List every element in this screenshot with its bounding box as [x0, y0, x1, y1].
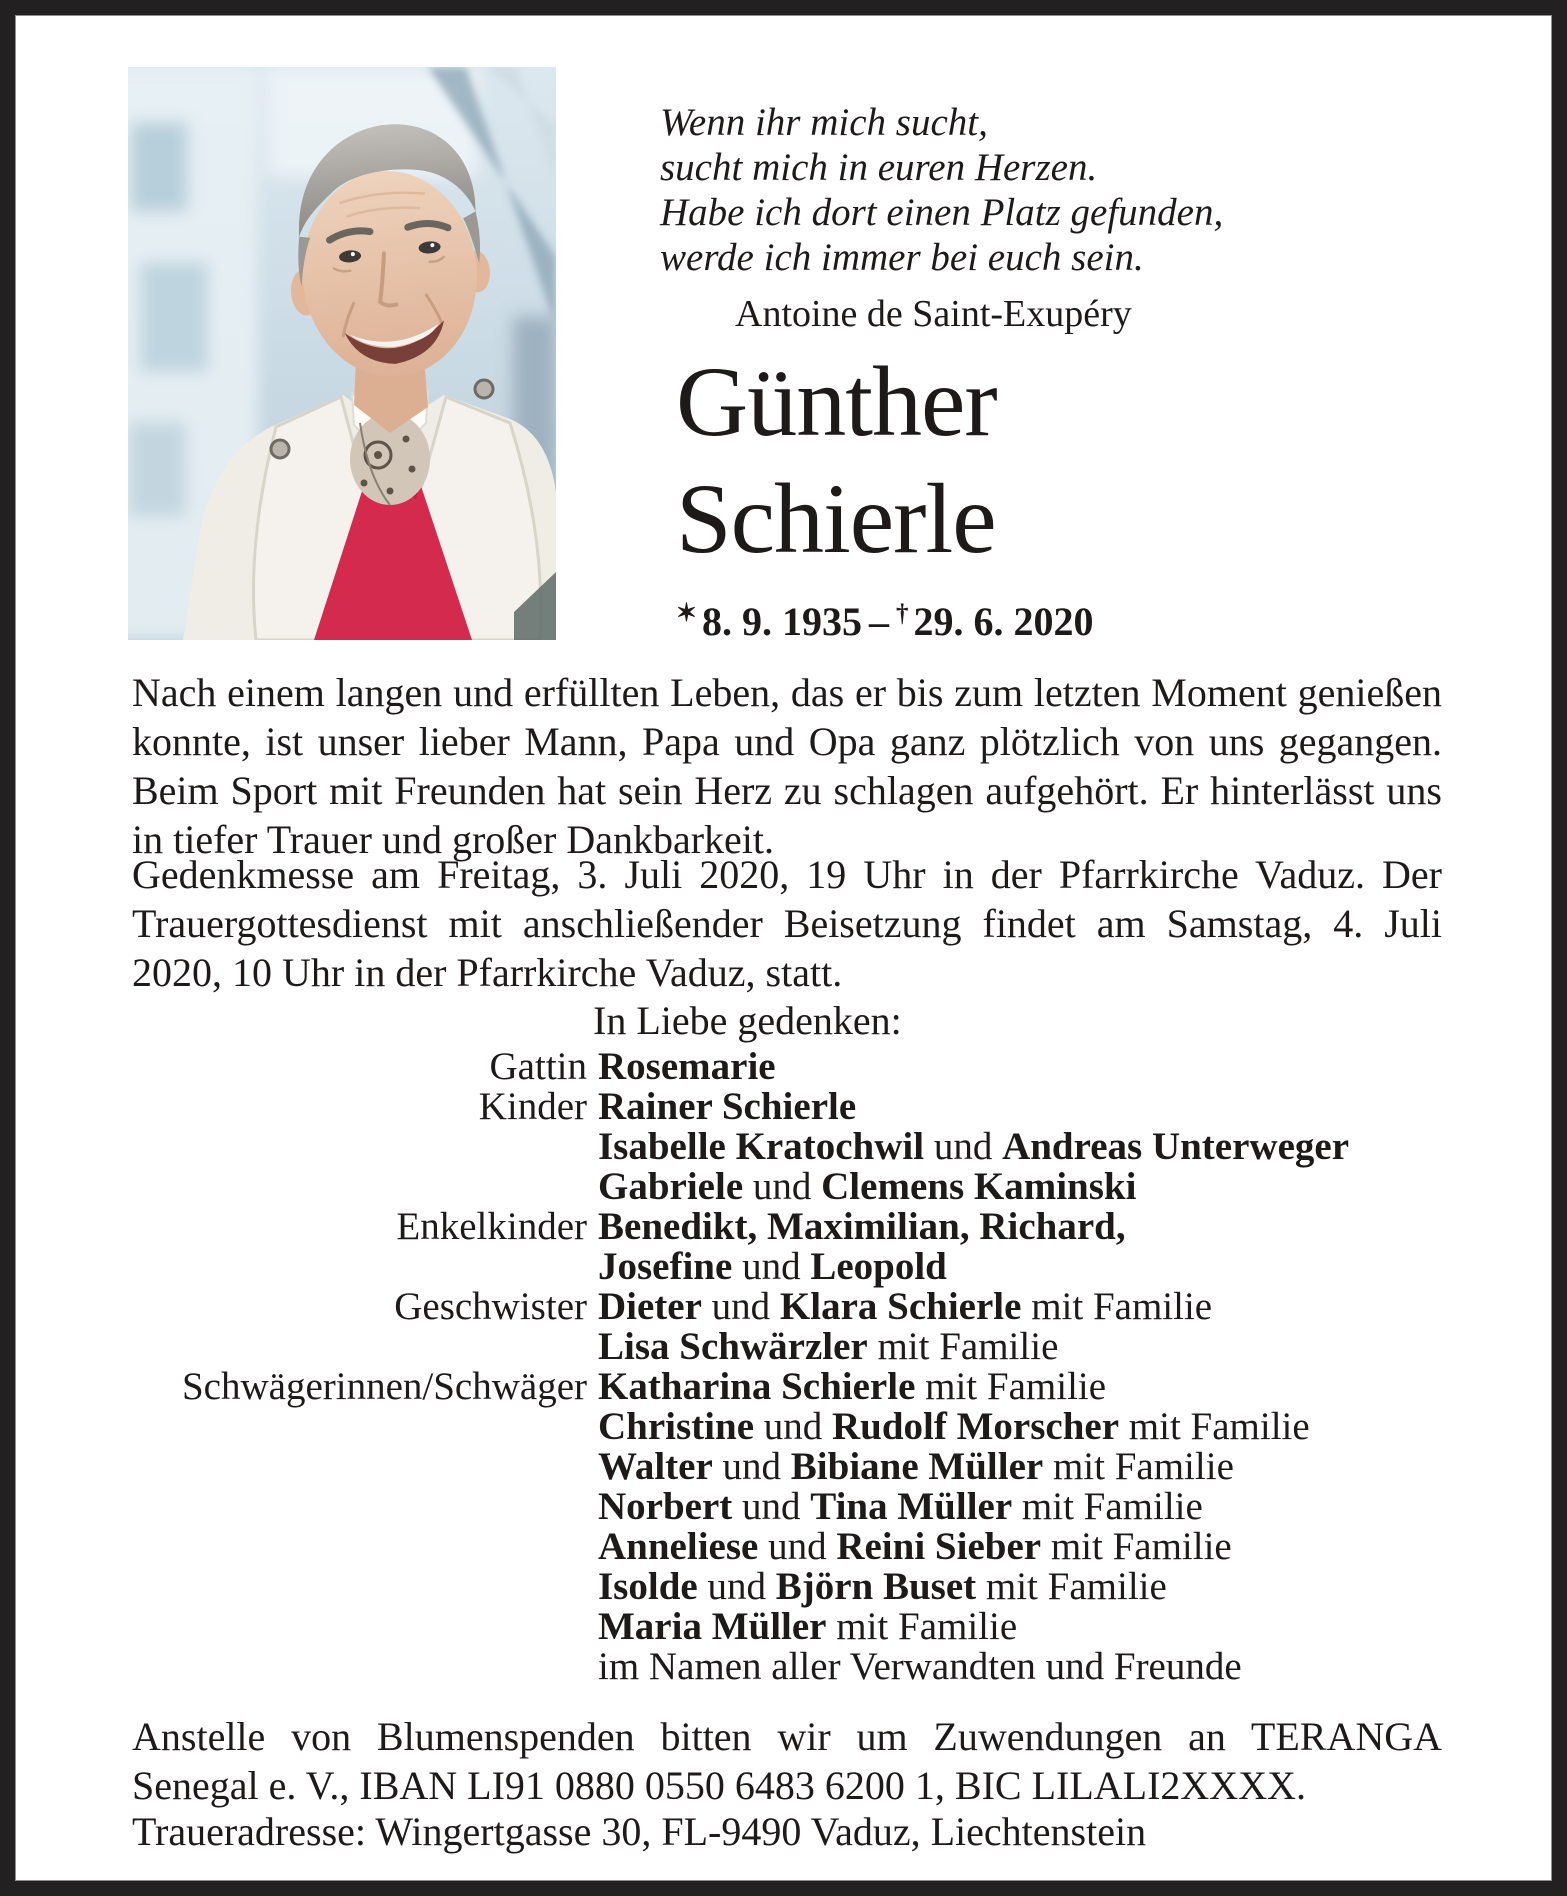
relative-names: Rainer Schierle	[598, 1085, 857, 1128]
relative-names: Josefine und Leopold	[598, 1245, 947, 1288]
relative-names: Isolde und Björn Buset mit Familie	[598, 1565, 1167, 1608]
relation-label	[132, 1327, 587, 1367]
relative-names: Gabriele und Clemens Kaminski	[598, 1165, 1137, 1208]
relative-names: Walter und Bibiane Müller mit Familie	[598, 1445, 1234, 1488]
relative-names: im Namen aller Verwandten und Freunde	[598, 1645, 1242, 1688]
memorial-quote	[660, 100, 1250, 337]
relative-names: Benedikt, Maximilian, Richard,	[598, 1205, 1126, 1248]
deceased-first-name: Günther	[676, 346, 997, 457]
family-list-row	[132, 1167, 1349, 1207]
relation-label: Kinder	[478, 1085, 587, 1128]
family-list-row	[132, 1647, 1349, 1687]
relation-label	[132, 1527, 587, 1567]
relation-label	[132, 1247, 587, 1287]
relation-label	[132, 1567, 587, 1607]
life-dates	[676, 598, 1093, 645]
family-list-row	[132, 1407, 1349, 1447]
birth-star-icon: ✶	[676, 600, 697, 627]
quote-attribution: Antoine de Saint-Exupéry	[735, 293, 1132, 335]
relation-label	[132, 1447, 587, 1487]
family-list-row	[132, 1207, 1349, 1247]
quote-line: Wenn ihr mich sucht,	[660, 101, 988, 144]
relation-label: Geschwister	[394, 1285, 587, 1328]
family-list-row	[132, 1287, 1349, 1327]
family-list-row	[132, 1247, 1349, 1287]
relative-names: Norbert und Tina Müller mit Familie	[598, 1485, 1203, 1528]
family-list-row	[132, 1447, 1349, 1487]
relation-label	[132, 1167, 587, 1207]
dates-separator: –	[868, 599, 889, 644]
relative-names: Dieter und Klara Schierle mit Familie	[598, 1285, 1213, 1328]
family-list	[132, 1047, 1349, 1687]
relative-names: Lisa Schwärzler mit Familie	[598, 1325, 1059, 1368]
relative-names: Rosemarie	[598, 1045, 776, 1088]
family-list-row	[132, 1047, 1349, 1087]
deceased-name	[676, 343, 997, 577]
service-details-paragraph: Gedenkmesse am Freitag, 3. Juli 2020, 19 Uhr in der Pfarrkirche Vaduz. Der Trauergottesdienst mit anschließender Beisetzung findet am Samstag, 4. Juli 2020, 10 Uhr in der Pfarrkirche Vaduz, statt.	[132, 852, 1442, 995]
family-list-row	[132, 1367, 1349, 1407]
quote-line: sucht mich in euren Herzen.	[660, 146, 1098, 189]
relation-label	[132, 1487, 587, 1527]
relation-label	[132, 1127, 587, 1167]
relation-label: Schwägerinnen/Schwäger	[181, 1365, 587, 1408]
family-list-row	[132, 1087, 1349, 1127]
remembrance-heading: In Liebe gedenken:	[593, 998, 902, 1043]
relation-label	[132, 1607, 587, 1647]
family-list-row	[132, 1567, 1349, 1607]
relation-label	[132, 1647, 587, 1687]
relation-label: Enkelkinder	[396, 1205, 587, 1248]
quote-line: werde ich immer bei euch sein.	[660, 236, 1144, 279]
family-list-row	[132, 1607, 1349, 1647]
relative-names: Anneliese und Reini Sieber mit Familie	[598, 1525, 1232, 1568]
donation-paragraph: Anstelle von Blumenspenden bitten wir um Zuwendungen an TERANGA Senegal e. V., IBAN LI91 0880 0550 6483 6200 1, BIC LILALI2XXXX.	[132, 1714, 1442, 1808]
family-list-row	[132, 1487, 1349, 1527]
family-list-row	[132, 1327, 1349, 1367]
relation-label: Gattin	[489, 1045, 587, 1088]
death-cross-icon: †	[895, 600, 909, 627]
birth-date: 8. 9. 1935	[701, 599, 862, 644]
deceased-last-name: Schierle	[676, 463, 996, 574]
funeral-address-line: Traueradresse: Wingertgasse 30, FL-9490 Vaduz, Liechtenstein	[132, 1809, 1147, 1854]
relative-names: Maria Müller mit Familie	[598, 1605, 1018, 1648]
obituary-paragraph: Nach einem langen und erfüllten Leben, das er bis zum letzten Moment genießen konnte, ist unser lieber Mann, Papa und Opa ganz plötzlich von uns gegangen. Beim Sport mit Freunden hat sein Herz zu schlagen aufgehört. Er hinterlässt uns in tiefer Trauer und großer Dankbarkeit.	[132, 670, 1442, 862]
relative-names: Christine und Rudolf Morscher mit Familie	[598, 1405, 1310, 1448]
death-date: 29. 6. 2020	[913, 599, 1094, 644]
relation-label	[132, 1407, 587, 1447]
family-list-row	[132, 1127, 1349, 1167]
relative-names: Isabelle Kratochwil und Andreas Unterweger	[598, 1125, 1350, 1168]
family-list-row	[132, 1527, 1349, 1567]
deceased-portrait-photo	[128, 67, 556, 640]
relative-names: Katharina Schierle mit Familie	[598, 1365, 1107, 1408]
quote-line: Habe ich dort einen Platz gefunden,	[660, 191, 1224, 234]
